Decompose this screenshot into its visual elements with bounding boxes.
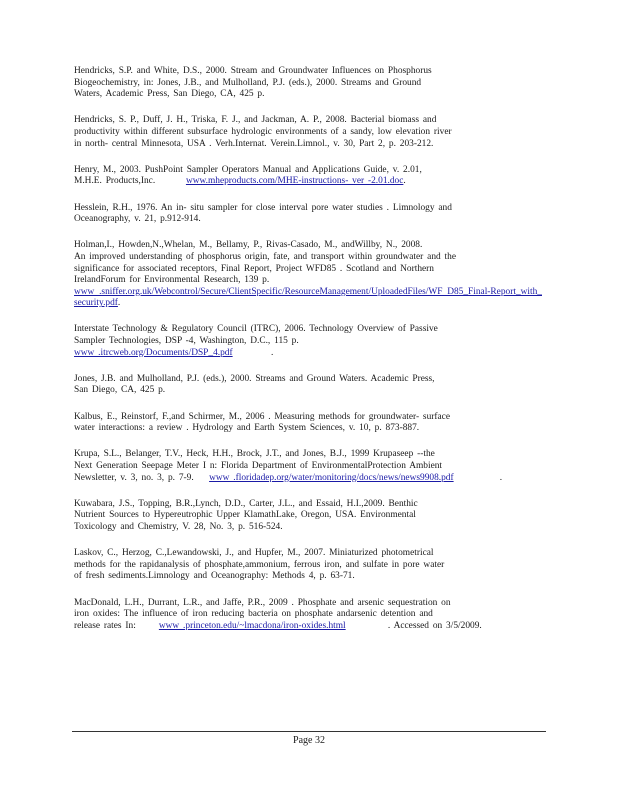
- ref-text: release rates In:: [74, 620, 136, 631]
- reference-hendricks-2008: [74, 115, 542, 150]
- ref-line: in north- central Minnesota, USA . Verh.Internat. Verein.Limnol., v. 30, Part 2, p. 203-212.: [74, 138, 434, 149]
- ref-line: Kuwabara, J.S., Topping, B.R.,Lynch, D.D., Carter, J.L., and Essaid, H.I.,2009. Benthic: [74, 498, 418, 509]
- ref-line: Krupa, S.L., Belanger, T.V., Heck, H.H., Brock, J.T., and Jones, B.J., 1999 Krupaseep --the: [74, 449, 435, 460]
- page-number: Page 32: [293, 735, 325, 746]
- reference-jones-2000: [74, 374, 542, 397]
- ref-text: Newsletter, v. 3, no. 3, p. 7-9.: [74, 472, 194, 483]
- ref-line: Hendricks, S. P., Duff, J. H., Triska, F. J., and Jackman, A. P., 2008. Bacterial biomass and: [74, 115, 437, 126]
- footer-divider: [72, 731, 546, 732]
- reference-list: [74, 66, 542, 647]
- reference-holman-2008: [74, 240, 542, 310]
- ref-line: An improved understanding of phosphorus origin, fate, and transport within groundwater and the: [74, 251, 456, 262]
- ref-line: Interstate Technology & Regulatory Council (ITRC), 2006. Technology Overview of Passive: [74, 324, 438, 335]
- ref-line: Henry, M., 2003. PushPoint Sampler Operators Manual and Applications Guide, v. 2.01,: [74, 164, 422, 175]
- ref-line-with-link: [74, 621, 542, 633]
- ref-line: Waters, Academic Press, San Diego, CA, 425 p.: [74, 89, 265, 100]
- ref-line: Kalbus, E., Reinstorf, F.,and Schirmer, M., 2006 . Measuring methods for groundwater- surface: [74, 411, 450, 422]
- reference-kuwabara-2009: [74, 499, 542, 534]
- ref-line: Sampler Technologies, DSP -4, Washington, D.C., 115 p.: [74, 336, 299, 347]
- reference-hendricks-2000: [74, 66, 542, 101]
- ref-line: significance for associated receptors, Final Report, Project WFD85 . Scotland and Northern: [74, 263, 434, 274]
- ref-line: Hesslein, R.H., 1976. An in- situ sampler for close interval pore water studies . Limnology and: [74, 202, 452, 213]
- ref-line: IrelandForum for Environmental Research, 139 p.: [74, 275, 270, 286]
- reference-henry-2003: [74, 165, 542, 188]
- ref-text: M.H.E. Products,Inc.: [74, 176, 156, 187]
- ref-line: Oceanography, v. 21, p.912-914.: [74, 214, 201, 225]
- ref-line: Jones, J.B. and Mulholland, P.J. (eds.), 2000. Streams and Ground Waters. Academic Press,: [74, 373, 435, 384]
- ref-line: of fresh sediments.Limnology and Oceanography: Methods 4, p. 63-71.: [74, 571, 355, 582]
- ref-line: methods for the rapidanalysis of phosphate,ammonium, ferrous iron, and sulfate in pore water: [74, 559, 445, 570]
- reference-link[interactable]: www .princeton.edu/~lmacdona/iron-oxides.html: [158, 620, 346, 631]
- ref-line: MacDonald, L.H., Durrant, L.R., and Jaffe, P.R., 2009 . Phosphate and arsenic sequestration on: [74, 597, 451, 608]
- ref-line: San Diego, CA, 425 p.: [74, 385, 166, 396]
- reference-kalbus-2006: [74, 412, 542, 435]
- reference-itrc-2006: [74, 324, 542, 359]
- ref-line-with-link: M.H.E. Products,Inc. www.mheproducts.com/MHE-instructions- ver -2.01.doc.: [74, 176, 406, 187]
- ref-line-with-link: Newsletter, v. 3, no. 3, p. 7-9. www .floridadep.org/water/monitoring/docs/news/news9908.pdf .: [74, 472, 503, 483]
- ref-line: Next Generation Seepage Meter I n: Florida Department of EnvironmentalProtection Ambient: [74, 461, 443, 471]
- reference-link[interactable]: www .sniffer.org.uk/Webcontrol/Secure/ClientSpecific/ResourceManagement/UploadedFiles/WF D85_Final-Report_with_security.pdf: [74, 286, 542, 309]
- ref-line: Holman,I., Howden,N.,Whelan, M., Bellamy, P., Rivas-Casado, M., andWillby, N., 2008.: [74, 240, 423, 251]
- ref-line: iron oxides: The influence of iron reducing bacteria on phosphate andarsenic detention and: [74, 609, 433, 620]
- reference-hesslein-1976: [74, 203, 542, 226]
- reference-link[interactable]: www .floridadep.org/water/monitoring/docs/news/news9908.pdf: [209, 472, 454, 483]
- ref-line: Nutrient Sources to Hypereutrophic Upper KlamathLake, Oregon, USA. Environmental: [74, 510, 416, 521]
- ref-text: . Accessed on 3/5/2009.: [387, 620, 482, 631]
- ref-line: Hendricks, S.P. and White, D.S., 2000. Stream and Groundwater Influences on Phosphorus: [74, 66, 432, 76]
- ref-link-line: www .itrcweb.org/Documents/DSP_4.pdf .: [74, 347, 274, 358]
- reference-link[interactable]: www .itrcweb.org/Documents/DSP_4.pdf: [74, 347, 233, 358]
- ref-line: productivity within different subsurface hydrologic environments of a sandy, low elevation river: [74, 126, 452, 137]
- reference-link[interactable]: www.mheproducts.com/MHE-instructions- ver -2.01.doc: [185, 176, 404, 187]
- ref-line: Biogeochemistry, in: Jones, J.B., and Mulholland, P.J. (eds.), 2000. Streams and Ground: [74, 77, 422, 88]
- ref-line: Laskov, C., Herzog, C.,Lewandowski, J., and Hupfer, M., 2007. Miniaturized photometrical: [74, 548, 434, 559]
- ref-line: water interactions: a review . Hydrology and Earth System Sciences, v. 10, p. 873-887.: [74, 423, 420, 434]
- reference-macdonald-2009: [74, 598, 542, 633]
- ref-line: Toxicology and Chemistry, V. 28, No. 3, p. 516-524.: [74, 521, 283, 532]
- ref-link-line: www .sniffer.org.uk/Webcontrol/Secure/ClientSpecific/ResourceManagement/UploadedFiles/WF D85_Final-Report_with_security.pdf.: [74, 286, 542, 309]
- reference-krupa-1999: [74, 449, 542, 484]
- reference-laskov-2007: [74, 548, 542, 583]
